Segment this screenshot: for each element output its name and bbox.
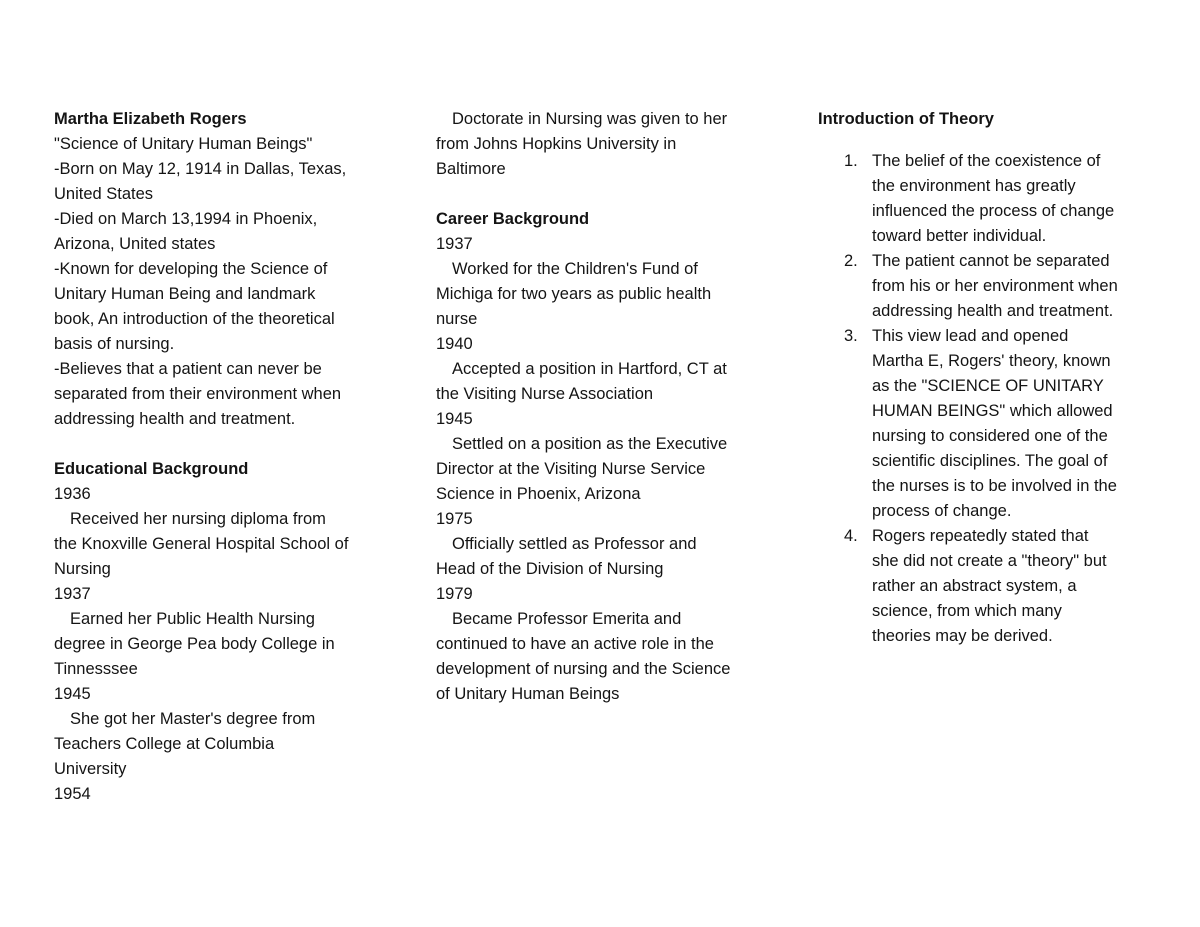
bio-line: Arizona, United states	[54, 235, 216, 253]
career-detail: Became Professor Emerita and	[452, 610, 682, 628]
career-background-heading: Career Background	[436, 210, 590, 228]
spacer	[436, 182, 776, 207]
list-item-line: nursing to considered one of the	[872, 427, 1108, 445]
edu-year: 1954	[54, 785, 91, 803]
spacer	[54, 432, 399, 457]
edu-detail: from Johns Hopkins University in	[436, 135, 677, 153]
bio-line: addressing health and treatment.	[54, 410, 296, 428]
edu-detail: University	[54, 760, 127, 778]
edu-year: 1937	[54, 585, 91, 603]
edu-year: 1936	[54, 485, 91, 503]
career-detail: Officially settled as Professor and	[452, 535, 697, 553]
career-detail: development of nursing and the Science	[436, 660, 731, 678]
list-item	[818, 524, 1163, 649]
edu-detail: Teachers College at Columbia	[54, 735, 275, 753]
list-item-line: The patient cannot be separated	[872, 252, 1110, 270]
list-item-line: HUMAN BEINGS" which allowed	[872, 402, 1113, 420]
list-item-line: Martha E, Rogers' theory, known	[872, 352, 1111, 370]
list-item-line: toward better individual.	[872, 227, 1047, 245]
career-detail: the Visiting Nurse Association	[436, 385, 654, 403]
bio-line: United States	[54, 185, 154, 203]
list-item	[818, 324, 1163, 524]
career-detail: of Unitary Human Beings	[436, 685, 620, 703]
career-year: 1979	[436, 585, 473, 603]
list-item	[818, 249, 1163, 324]
edu-year: 1945	[54, 685, 91, 703]
list-number: 4.	[844, 527, 858, 545]
career-detail: Michiga for two years as public health	[436, 285, 712, 303]
bio-line: -Believes that a patient can never be	[54, 360, 322, 378]
career-year: 1940	[436, 335, 473, 353]
column-theory	[818, 107, 1163, 649]
list-item-line: theories may be derived.	[872, 627, 1053, 645]
list-item-line: the environment has greatly	[872, 177, 1076, 195]
bio-line: separated from their environment when	[54, 385, 342, 403]
edu-detail: Tinnesssee	[54, 660, 138, 678]
edu-detail: Received her nursing diploma from	[70, 510, 326, 528]
list-item-line: as the "SCIENCE OF UNITARY	[872, 377, 1104, 395]
column-biography	[54, 107, 399, 807]
educational-background-heading: Educational Background	[54, 460, 249, 478]
list-item-line: she did not create a "theory" but	[872, 552, 1107, 570]
edu-detail: Baltimore	[436, 160, 506, 178]
list-item-line: process of change.	[872, 502, 1012, 520]
career-detail: nurse	[436, 310, 478, 328]
career-detail: continued to have an active role in the	[436, 635, 714, 653]
theory-list	[818, 149, 1163, 649]
career-detail: Worked for the Children's Fund of	[452, 260, 698, 278]
list-number: 2.	[844, 252, 858, 270]
edu-detail: degree in George Pea body College in	[54, 635, 335, 653]
person-name-heading: Martha Elizabeth Rogers	[54, 110, 247, 128]
edu-detail: Nursing	[54, 560, 111, 578]
bio-line: -Born on May 12, 1914 in Dallas, Texas,	[54, 160, 347, 178]
career-detail: Science in Phoenix, Arizona	[436, 485, 641, 503]
career-detail: Accepted a position in Hartford, CT at	[452, 360, 727, 378]
bio-line: -Died on March 13,1994 in Phoenix,	[54, 210, 318, 228]
list-item-line: Rogers repeatedly stated that	[872, 527, 1089, 545]
edu-detail: Doctorate in Nursing was given to her	[452, 110, 728, 128]
list-item-line: science, from which many	[872, 602, 1062, 620]
career-year: 1945	[436, 410, 473, 428]
career-detail: Settled on a position as the Executive	[452, 435, 728, 453]
bio-line: -Known for developing the Science of	[54, 260, 328, 278]
bio-line: "Science of Unitary Human Beings"	[54, 135, 313, 153]
career-year: 1975	[436, 510, 473, 528]
list-item-line: This view lead and opened	[872, 327, 1069, 345]
career-detail: Head of the Division of Nursing	[436, 560, 664, 578]
career-year: 1937	[436, 235, 473, 253]
list-number: 1.	[844, 152, 858, 170]
bio-line: basis of nursing.	[54, 335, 175, 353]
list-item-line: The belief of the coexistence of	[872, 152, 1101, 170]
edu-detail: She got her Master's degree from	[70, 710, 316, 728]
list-item-line: the nurses is to be involved in the	[872, 477, 1117, 495]
list-item-line: from his or her environment when	[872, 277, 1118, 295]
list-item-line: scientific disciplines. The goal of	[872, 452, 1108, 470]
bio-line: book, An introduction of the theoretical	[54, 310, 335, 328]
list-item-line: addressing health and treatment.	[872, 302, 1114, 320]
edu-detail: the Knoxville General Hospital School of	[54, 535, 349, 553]
list-number: 3.	[844, 327, 858, 345]
edu-detail: Earned her Public Health Nursing	[70, 610, 315, 628]
list-item-line: influenced the process of change	[872, 202, 1115, 220]
list-item	[818, 149, 1163, 249]
career-detail: Director at the Visiting Nurse Service	[436, 460, 706, 478]
bio-line: Unitary Human Being and landmark	[54, 285, 316, 303]
introduction-of-theory-heading: Introduction of Theory	[818, 110, 994, 128]
list-item-line: rather an abstract system, a	[872, 577, 1077, 595]
column-career	[436, 107, 776, 707]
